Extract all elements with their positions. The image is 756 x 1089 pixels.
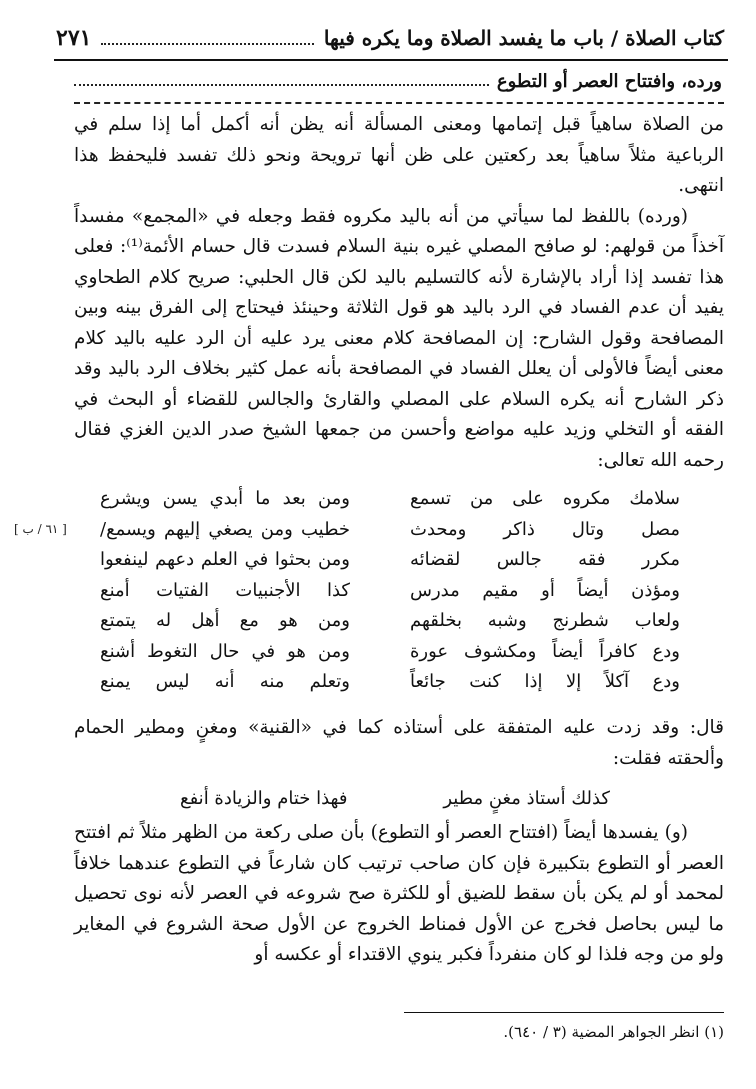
verse-first-hemistich: سلامك مكروه على من تسمع bbox=[410, 488, 680, 509]
paragraph-1: من الصلاة ساهياً قبل إتمامها ومعنى المسألة أنه يظن أنه أكمل أما إذا سلم في الرباعية مثلاً ساهياً بعد ركعتين على ظن أنها ترويحة ونحو ذلك تفسد فليحفظ هذا انتهى. bbox=[74, 114, 724, 196]
poem-verse bbox=[100, 637, 680, 668]
added-verse bbox=[180, 784, 610, 814]
verse-first-hemistich: مصل وتال ذاكر ومحدث bbox=[410, 518, 680, 540]
poem bbox=[100, 484, 680, 698]
chapter-title: كتاب الصلاة / باب ما يفسد الصلاة وما يكره فيها bbox=[323, 26, 724, 50]
section-subheading bbox=[74, 66, 722, 96]
poem-verse bbox=[100, 545, 680, 576]
verse-second-hemistich: كذا الأجنبيات الفتيات أمنع bbox=[100, 579, 350, 601]
verse-second-hemistich: ومن هو في حال التغوط أشنع bbox=[100, 640, 350, 662]
dashed-rule bbox=[74, 102, 724, 104]
verse-first-hemistich: ولعاب شطرنج وشبه بخلقهم bbox=[410, 610, 680, 631]
margin-folio-note: [ ٦١ / ب ] bbox=[14, 522, 67, 536]
poem-verse bbox=[100, 606, 680, 637]
verse-second-hemistich: ومن بعد ما أبدي يسن ويشرع bbox=[100, 488, 350, 509]
verse-second-hemistich: ومن هو مع أهل له يتمتع bbox=[100, 610, 350, 631]
subheading-text: ورده، وافتتاح العصر أو التطوع bbox=[496, 70, 722, 92]
verse-first-hemistich: كذلك أستاذ مغنٍ مطير bbox=[443, 788, 610, 809]
poem-verse bbox=[100, 576, 680, 607]
subheading-dot-leader bbox=[74, 84, 489, 86]
after-poem-text: قال: وقد زدت عليه المتفقة على أستاذه كما في «القنية» ومغنٍ ومطير الحمام وألحقته فقلت: bbox=[74, 717, 724, 769]
verse-second-hemistich: وتعلم منه أنه ليس يمنع bbox=[100, 671, 350, 692]
verse-second-hemistich: ومن بحثوا في العلم دعهم لينفعوا bbox=[100, 549, 350, 570]
header-dot-leader bbox=[101, 43, 313, 45]
verse-first-hemistich: ودع آكلاً إلا إذا كنت جائعاً bbox=[410, 671, 680, 692]
verse-first-hemistich: مكرر فقه جالس لقضائه bbox=[410, 549, 680, 570]
paragraph-3: (و) يفسدها أيضاً (افتتاح العصر أو التطوع) بأن صلى ركعة من الظهر مثلاً ثم افتتح العصر أو التطوع بتكبيرة فإن كان صاحب ترتيب كان شارعاً في التطوع عندهما خلافاً لمحمد أو لم يكن بأن سقط للضيق أو للكثرة صح شروعه في العصر لأنه نوى تحصيل ما ليس بحاصل فخرج عن الأول فمناط الخروج عن الأول صحة الشروع في المغاير ولو من وجه فلذا لو كان منفرداً فكبر ينوي الاقتداء أو عكسه أو bbox=[74, 822, 724, 965]
verse-second-hemistich: فهذا ختام والزيادة أنفع bbox=[180, 788, 348, 809]
verse-first-hemistich: ودع كافراً أيضاً ومكشوف عورة bbox=[410, 640, 680, 662]
paragraph-2: (ورده) باللفظ لما سيأتي من أنه باليد مكروه فقط وجعله في «المجمع» مفسداً آخذاً من قولهم: لو صافح المصلي غيره بنية السلام فسدت قال حسام الأئمة⁽¹⁾: فعلى هذا تفسد إذا أراد بالإشارة لأنه كالتسليم باليد لكن قال الحلبي: صريح كلام الطحاوي يفيد أن عدم الفساد في الرد باليد هو قول الثلاثة وحينئذ فيحتاج إلى الفرق بينه وبين المصافحة وقول الشارح: إن المصافحة كلام معنى يرد عليه أن الرد عليه باليد كلام معنى أيضاً فالأولى أن يعلل الفساد في المصافحة بأنه عمل كثير بخلاف الرد باليد وقد ذكر الشارح أنه يكره السلام على المصلي والقارئ والجالس للقضاء أو البحث في الفقه أو التخلي وزيد عليه مواضع وأحسن من جمعها الشيخ صدر الدين الغزي فقال رحمه الله تعالى: bbox=[74, 205, 724, 471]
main-text bbox=[74, 110, 724, 476]
poem-verse bbox=[100, 484, 680, 515]
footnote: (١) انظر الجواهر المضية (٣ / ٦٤٠). bbox=[503, 1023, 724, 1041]
poem-verse bbox=[100, 667, 680, 698]
running-header bbox=[56, 18, 724, 58]
footnote-rule bbox=[404, 1012, 724, 1013]
final-text bbox=[74, 818, 724, 971]
verse-first-hemistich: ومؤذن أيضاً أو مقيم مدرس bbox=[410, 579, 680, 601]
poem-verse bbox=[100, 515, 680, 546]
verse-second-hemistich: خطيب ومن يصغي إليهم ويسمع/ bbox=[100, 518, 350, 540]
header-rule bbox=[54, 59, 728, 61]
page-number: ٢٧١ bbox=[56, 25, 92, 51]
